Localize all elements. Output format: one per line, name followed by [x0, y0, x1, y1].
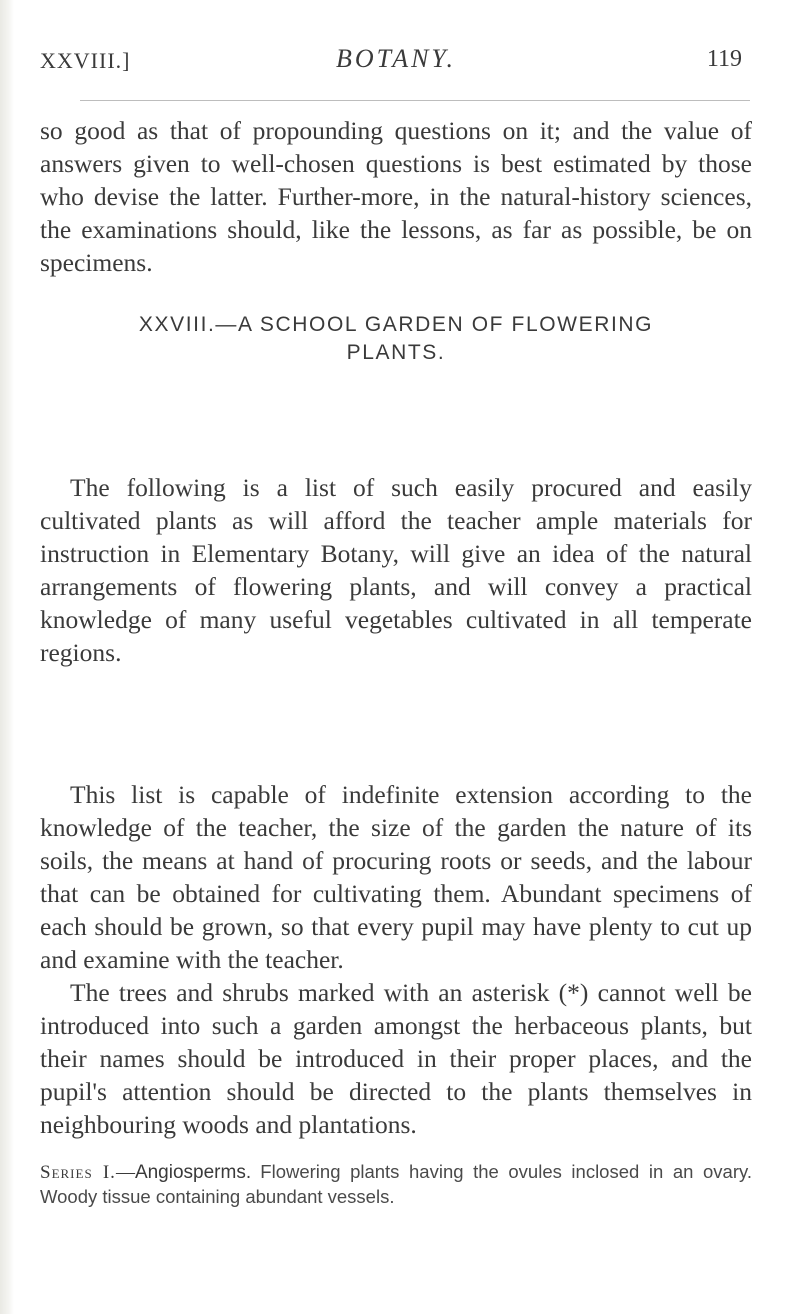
- series-description: Flowering plants having the ovules inclosed in an ovary. Woody tissue containing abundant vessels.: [40, 1161, 752, 1207]
- series-dash: —: [115, 1162, 135, 1183]
- paragraph-list-extension: This list is capable of indefinite extension according to the knowledge of the teacher, the size of the garden the nature of its soils, the means at hand of procuring roots or seeds, and the labour that can be obtained for cultivating them. Abundant specimens of each should be grown, so that every pupil may have plenty to cut up and examine with the teacher.: [40, 780, 752, 974]
- page-number: 119: [706, 46, 742, 72]
- series-label: Series I.: [40, 1162, 116, 1183]
- paragraph-plant-list-intro: The following is a list of such easily procured and easily cultivated plants as will afford the teacher ample materials for instruction in Elementary Botany, will give an idea of the natural arrangements of flowering plants, and will convey a practical knowledge of many useful vegetables cultivated in all temperate regions.: [40, 473, 752, 667]
- chapter-reference: XXVIII.]: [40, 48, 131, 73]
- running-title: BOTANY.: [336, 44, 456, 73]
- section-heading: [40, 311, 752, 367]
- running-head: [40, 42, 752, 82]
- section-heading-line-2: PLANTS.: [346, 341, 446, 364]
- series-name: Angiosperms.: [134, 1162, 252, 1183]
- paragraph-continuation: so good as that of propounding questions on it; and the value of answers given to well-chosen questions is best estimated by those who devise the latter. Further-more, in the natural-history sciences, the examinations should, like the lessons, as far as possible, be on specimens.: [40, 116, 752, 277]
- paragraph-trees-shrubs: The trees and shrubs marked with an asterisk (*) cannot well be introduced into such a garden amongst the herbaceous plants, but their names should be introduced in their proper places, and the pupil's attention should be directed to the plants themselves in neighbouring woods and plantations.: [40, 978, 752, 1139]
- book-page: [40, 0, 752, 1314]
- page-edge-shadow: [0, 0, 14, 1314]
- header-rule: [80, 100, 750, 101]
- section-heading-line-1: XXVIII.—A SCHOOL GARDEN OF FLOWERING: [138, 313, 654, 336]
- series-entry: [40, 1160, 752, 1210]
